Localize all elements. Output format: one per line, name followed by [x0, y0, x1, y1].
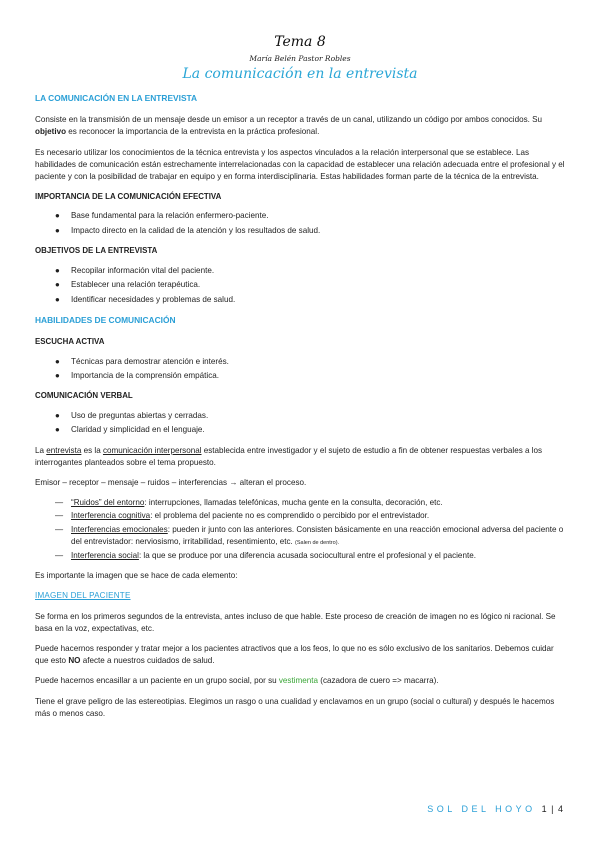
- list-item-text: Identificar necesidades y problemas de salud.: [71, 294, 236, 304]
- bullet-icon: ●: [55, 226, 60, 236]
- section-heading-imagen-paciente: IMAGEN DEL PACIENTE: [35, 591, 131, 601]
- text-span: (cazadora de cuero => macarra).: [318, 676, 439, 686]
- bullet-icon: ●: [55, 371, 60, 381]
- list-item-text: Uso de preguntas abiertas y cerradas.: [71, 410, 209, 420]
- list-importancia: [35, 210, 565, 237]
- list-item-text: Claridad y simplicidad en el lenguaje.: [71, 425, 205, 435]
- list-item-text: Técnicas para demostrar atención e interés.: [71, 356, 229, 366]
- list-item: [55, 294, 565, 306]
- dash-icon: —: [55, 524, 64, 534]
- list-ruidos: [35, 497, 565, 562]
- list-item-text: Importancia de la comprensión empática.: [71, 371, 220, 381]
- list-item: [55, 279, 565, 291]
- text-span: establecida entre investigador y el sujeto de estudio a fin de obtener respuestas verbales a los interrogantes planteados sobre el tema propuesto.: [35, 445, 543, 467]
- paragraph-definicion: [35, 114, 565, 138]
- paragraph-imagen-3: [35, 675, 565, 687]
- list-item: [55, 356, 565, 368]
- text-span: Consiste en la transmisión de un mensaje desde un emisor a un receptor a través de un canal, utilizando un código por ambos conocidos. Su: [35, 115, 543, 125]
- text-span: es reconocer la importancia de la entrevista en la práctica profesional.: [66, 127, 320, 137]
- list-item: [55, 265, 565, 277]
- section-heading-habilidades: HABILIDADES DE COMUNICACIÓN: [35, 315, 176, 326]
- list-item: [55, 410, 565, 422]
- text-span: es la: [81, 445, 103, 455]
- dash-icon: —: [55, 498, 64, 508]
- underlined-term: entrevista: [46, 445, 82, 455]
- document-body: [35, 92, 565, 728]
- list-item-text: Impacto directo en la calidad de la atención y los resultados de salud.: [71, 226, 321, 236]
- list-item-text: : el problema del paciente no es comprendido o percibido por el entrevistador.: [150, 511, 430, 521]
- dash-icon: —: [55, 550, 64, 560]
- bullet-icon: ●: [55, 294, 60, 304]
- text-span: afecte a nuestros cuidados de salud.: [80, 656, 215, 666]
- subheading-escucha: ESCUCHA ACTIVA: [35, 337, 105, 347]
- list-item-text: : pueden ir junto con las anteriores. Consisten básicamente en una reacción emocional adversa del paciente o del entrevistador: nerviosismo, irritabilidad, resentimiento, etc.: [71, 524, 564, 546]
- page-number: 1 | 4: [541, 804, 564, 814]
- paragraph-entrevista: [35, 445, 565, 469]
- author-name: María Belén Pastor Robles: [249, 54, 351, 63]
- bullet-icon: ●: [55, 280, 60, 290]
- underlined-term: “Ruidos” del entorno: [71, 498, 145, 508]
- list-item-text: : interrupciones, llamadas telefónicas, mucha gente en la consulta, decoración, etc.: [144, 498, 443, 508]
- text-span: Puede hacernos responder y tratar mejor a los pacientes atractivos que a los feos, lo que no es sólo exclusivo de los sanitarios. Debemos cuidar que esto: [35, 644, 554, 666]
- list-item: [55, 225, 565, 237]
- paragraph-emisor: Emisor – receptor – mensaje – ruidos – interferencias → alteran el proceso.: [35, 477, 307, 487]
- underlined-term: comunicación interpersonal: [102, 445, 202, 455]
- paragraph-imagen-1: Se forma en los primeros segundos de la entrevista, antes incluso de que hable. Este proceso de creación de imagen no es lógico ni racional. Se basa en la voz, expectativas, etc.: [35, 611, 556, 633]
- subheading-objetivos: OBJETIVOS DE LA ENTREVISTA: [35, 246, 158, 256]
- list-escucha: [35, 356, 565, 383]
- list-item: [55, 370, 565, 382]
- underlined-term: Interferencias emocionales: [71, 524, 168, 534]
- underlined-term: Interferencia social: [71, 550, 139, 560]
- bold-text: NO: [68, 656, 81, 666]
- subheading-verbal: COMUNICACIÓN VERBAL: [35, 391, 133, 401]
- section-heading-comunicacion: LA COMUNICACIÓN EN LA ENTREVISTA: [35, 93, 198, 103]
- bullet-icon: ●: [55, 265, 60, 275]
- highlighted-term: vestimenta: [278, 676, 319, 686]
- list-objetivos: [35, 265, 565, 307]
- page-footer: [427, 804, 564, 814]
- subheading-importancia: IMPORTANCIA DE LA COMUNICACIÓN EFECTIVA: [35, 192, 222, 202]
- list-item: [55, 497, 565, 509]
- page-title: Tema 8: [274, 34, 326, 50]
- list-item-text: : la que se produce por una diferencia acusada sociocultural entre el profesional y el paciente.: [138, 550, 476, 560]
- list-item: [55, 210, 565, 222]
- bullet-icon: ●: [55, 425, 60, 435]
- paragraph-imagen-4: Tiene el grave peligro de las estereotipias. Elegimos un rasgo o una cualidad y enclavamos en un grupo (social o cultural) y después le hacemos más o menos caso.: [35, 696, 555, 718]
- footer-author: SOL DEL HOYO: [427, 804, 536, 814]
- page-subtitle: La comunicación en la entrevista: [182, 66, 418, 82]
- bullet-icon: ●: [55, 211, 60, 221]
- bold-text: objetivo: [35, 127, 67, 137]
- paragraph-habilidades-intro: Es necesario utilizar los conocimientos de la técnica entrevista y los aspectos vinculados a la relación interpersonal que se establece. Las habilidades de comunicación están estrechamente interrelacionadas con la capacidad de establecer una relación adecuada entre el profesional y el paciente y con la posibilidad de trabajar en equipo y en forma interdisciplinaria. Estas habilidades forman parte de la técnica de la entrevista.: [35, 147, 565, 182]
- paragraph-imagen-intro: Es importante la imagen que se hace de cada elemento:: [35, 571, 238, 581]
- bullet-icon: ●: [55, 356, 60, 366]
- paragraph-imagen-2: [35, 643, 565, 667]
- small-note: (Salen de dentro).: [295, 539, 340, 546]
- list-item-text: Establecer una relación terapéutica.: [71, 280, 201, 290]
- list-item-text: Recopilar información vital del paciente.: [71, 265, 215, 275]
- list-item: [55, 550, 565, 562]
- dash-icon: —: [55, 511, 64, 521]
- list-item-text: Base fundamental para la relación enfermero-paciente.: [71, 211, 269, 221]
- bullet-icon: ●: [55, 410, 60, 420]
- list-verbal: [35, 410, 565, 437]
- text-span: Puede hacernos encasillar a un paciente en un grupo social, por su: [35, 676, 279, 686]
- list-item: [55, 524, 565, 549]
- list-item: [55, 424, 565, 436]
- list-item: [55, 510, 565, 522]
- text-span: La: [35, 445, 47, 455]
- underlined-term: Interferencia cognitiva: [71, 511, 151, 521]
